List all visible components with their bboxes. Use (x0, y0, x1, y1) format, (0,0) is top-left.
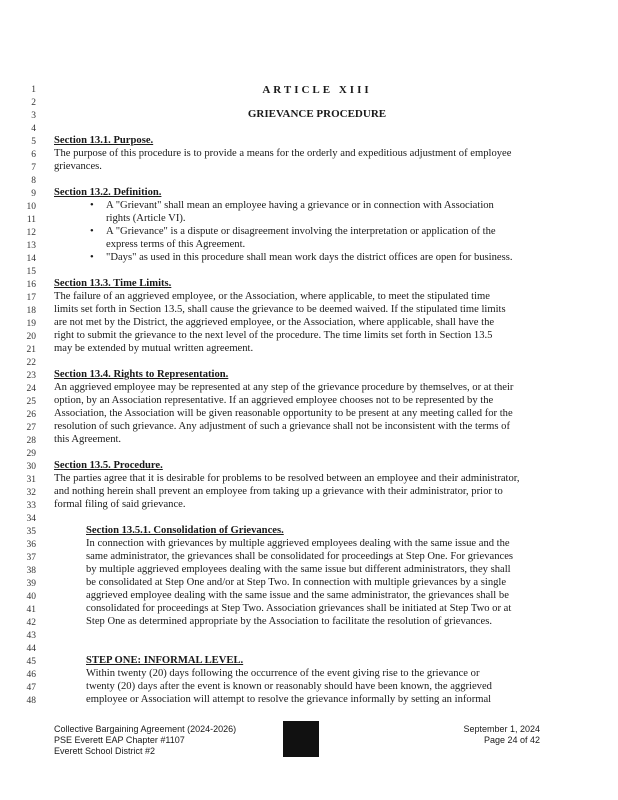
footer-left-line: Everett School District #2 (54, 746, 156, 756)
section-13-5-1-line: aggrieved employee dealing with the same issue and the same administrator, the grievances shall be (86, 590, 509, 601)
line-number: 28 (26, 436, 36, 446)
line-number: 5 (31, 137, 36, 147)
footer-left-line: Collective Bargaining Agreement (2024-2026) (54, 724, 237, 734)
line-number: 32 (26, 488, 36, 498)
section-13-3-line: are not met by the District, the aggrieved employee, or the Association, where applicable, shall have the (54, 317, 495, 328)
line-number: 40 (26, 592, 36, 602)
line-number: 39 (26, 579, 36, 589)
section-13-4-heading: Section 13.4. Rights to Representation. (54, 369, 229, 380)
line-number: 3 (31, 111, 36, 121)
section-13-5-heading: Section 13.5. Procedure. (54, 460, 163, 471)
section-13-5-1-line: be consolidated at Step One and/or at Step Two. In connection with multiple grievances by a single (86, 577, 507, 588)
line-number: 21 (26, 345, 36, 355)
line-number: 47 (26, 683, 36, 693)
bullet-dot: • (90, 226, 94, 237)
line-number: 24 (26, 384, 36, 394)
step-one-line: twenty (20) days after the event is known or reasonably should have been known, the aggrieved (86, 681, 492, 692)
line-number: 8 (31, 176, 36, 186)
line-number: 43 (26, 631, 36, 641)
section-13-5-1-line: Step One as determined appropriate by the Association to facilitate the resolution of grievances. (86, 616, 492, 627)
line-number: 4 (31, 124, 36, 134)
redaction-block (283, 721, 319, 757)
section-13-4-line: resolution of such grievance. Any adjustment of such a grievance shall not be inconsistent with the terms of (54, 421, 511, 432)
line-number: 26 (26, 410, 36, 420)
line-number: 13 (26, 241, 36, 251)
article-title: ARTICLE XIII (262, 84, 372, 96)
footer-left-line: PSE Everett EAP Chapter #1107 (54, 735, 185, 745)
step-one-heading: STEP ONE: INFORMAL LEVEL. (86, 655, 244, 666)
section-13-3-line: The failure of an aggrieved employee, or the Association, where applicable, to meet the stipulated time (54, 291, 490, 302)
definition-bullet: A "Grievant" shall mean an employee having a grievance or in connection with Association (106, 200, 494, 211)
line-number: 12 (26, 228, 36, 238)
section-13-3-line: may be extended by mutual written agreement. (54, 343, 254, 354)
line-number: 6 (31, 150, 36, 160)
line-number: 23 (26, 371, 36, 381)
section-13-3-line: right to submit the grievance to the next level of the procedure. The time limits set forth in Section 13.5 (54, 330, 493, 341)
line-number: 31 (26, 475, 36, 485)
section-13-5-1-heading: Section 13.5.1. Consolidation of Grievances. (86, 525, 284, 536)
step-one-line: employee or Association will attempt to resolve the grievance informally by setting an informal (86, 694, 492, 705)
line-number: 14 (26, 254, 36, 264)
section-13-4-line: An aggrieved employee may be represented at any step of the grievance procedure by themselves, or at their (54, 382, 514, 393)
section-13-4-line: option, by an Association representative. If an aggrieved employee chooses not to be represented by the (54, 395, 494, 406)
section-13-4-line: Association, the Association will be given reasonable opportunity to be present at any meeting called for the (54, 408, 513, 419)
line-number: 42 (26, 618, 36, 628)
line-number: 29 (26, 449, 36, 459)
section-13-2-heading: Section 13.2. Definition. (54, 187, 162, 198)
line-number: 37 (26, 553, 36, 563)
section-13-5-line: formal filing of said grievance. (54, 499, 186, 510)
line-number: 10 (26, 202, 36, 212)
line-number: 36 (26, 540, 36, 550)
line-number: 11 (26, 215, 36, 225)
line-number: 1 (31, 85, 36, 95)
line-number: 17 (26, 293, 36, 303)
line-number: 15 (26, 267, 36, 277)
definition-bullet: A "Grievance" is a dispute or disagreement involving the interpretation or application of the (106, 226, 496, 237)
bullet-dot: • (90, 252, 94, 263)
line-number: 25 (26, 397, 36, 407)
line-number: 33 (26, 501, 36, 511)
line-number: 34 (26, 514, 36, 524)
footer-page-number: Page 24 of 42 (483, 735, 540, 745)
definition-bullet-cont: express terms of this Agreement. (106, 239, 246, 250)
step-one-line: Within twenty (20) days following the occurrence of the event giving rise to the grievance or (86, 668, 480, 679)
line-number: 22 (26, 358, 36, 368)
line-number: 35 (26, 527, 36, 537)
section-13-5-1-line: consolidated for proceedings at Step Two. Association grievances shall be initiated at Step Two or at (86, 603, 512, 614)
article-subtitle: GRIEVANCE PROCEDURE (247, 108, 387, 120)
definition-bullet: "Days" as used in this procedure shall mean work days the district offices are open for business. (106, 252, 513, 263)
line-number: 16 (26, 280, 36, 290)
line-number: 7 (31, 163, 36, 173)
definition-bullet-cont: rights (Article VI). (106, 213, 186, 224)
section-13-1-line: The purpose of this procedure is to provide a means for the orderly and expeditious adjustment of employee (54, 148, 512, 159)
line-number: 2 (31, 98, 36, 108)
section-13-3-line: limits set forth in Section 13.5, shall cause the grievance to be deemed waived. If the stipulated time limits (54, 304, 506, 315)
bullet-dot: • (90, 200, 94, 211)
line-number: 20 (26, 332, 36, 342)
section-13-5-1-line: by multiple aggrieved employees dealing with the same issue but different administrators, they shall (86, 564, 511, 575)
section-13-1-heading: Section 13.1. Purpose. (54, 135, 154, 146)
footer-date: September 1, 2024 (463, 724, 540, 734)
section-13-5-line: The parties agree that it is desirable for problems to be resolved between an employee and their administrator, (54, 473, 520, 484)
line-number: 18 (26, 306, 36, 316)
line-number: 45 (26, 657, 36, 667)
section-13-4-line: this Agreement. (54, 434, 122, 445)
section-13-1-line: grievances. (54, 161, 102, 172)
line-number: 27 (26, 423, 36, 433)
line-number: 30 (26, 462, 36, 472)
section-13-5-1-line: same administrator, the grievances shall be consolidated for proceedings at Step One. For grievances (86, 551, 514, 562)
line-number: 46 (26, 670, 36, 680)
line-number: 44 (26, 644, 36, 654)
section-13-5-1-line: In connection with grievances by multiple aggrieved employees dealing with the same issue and the (86, 538, 510, 549)
line-number: 19 (26, 319, 36, 329)
line-number: 48 (26, 696, 36, 706)
section-13-3-heading: Section 13.3. Time Limits. (54, 278, 172, 289)
line-number: 38 (26, 566, 36, 576)
line-number: 41 (26, 605, 36, 615)
line-number: 9 (31, 189, 36, 199)
section-13-5-line: and nothing herein shall prevent an employee from taking up a grievance with their administrator, prior to (54, 486, 503, 497)
